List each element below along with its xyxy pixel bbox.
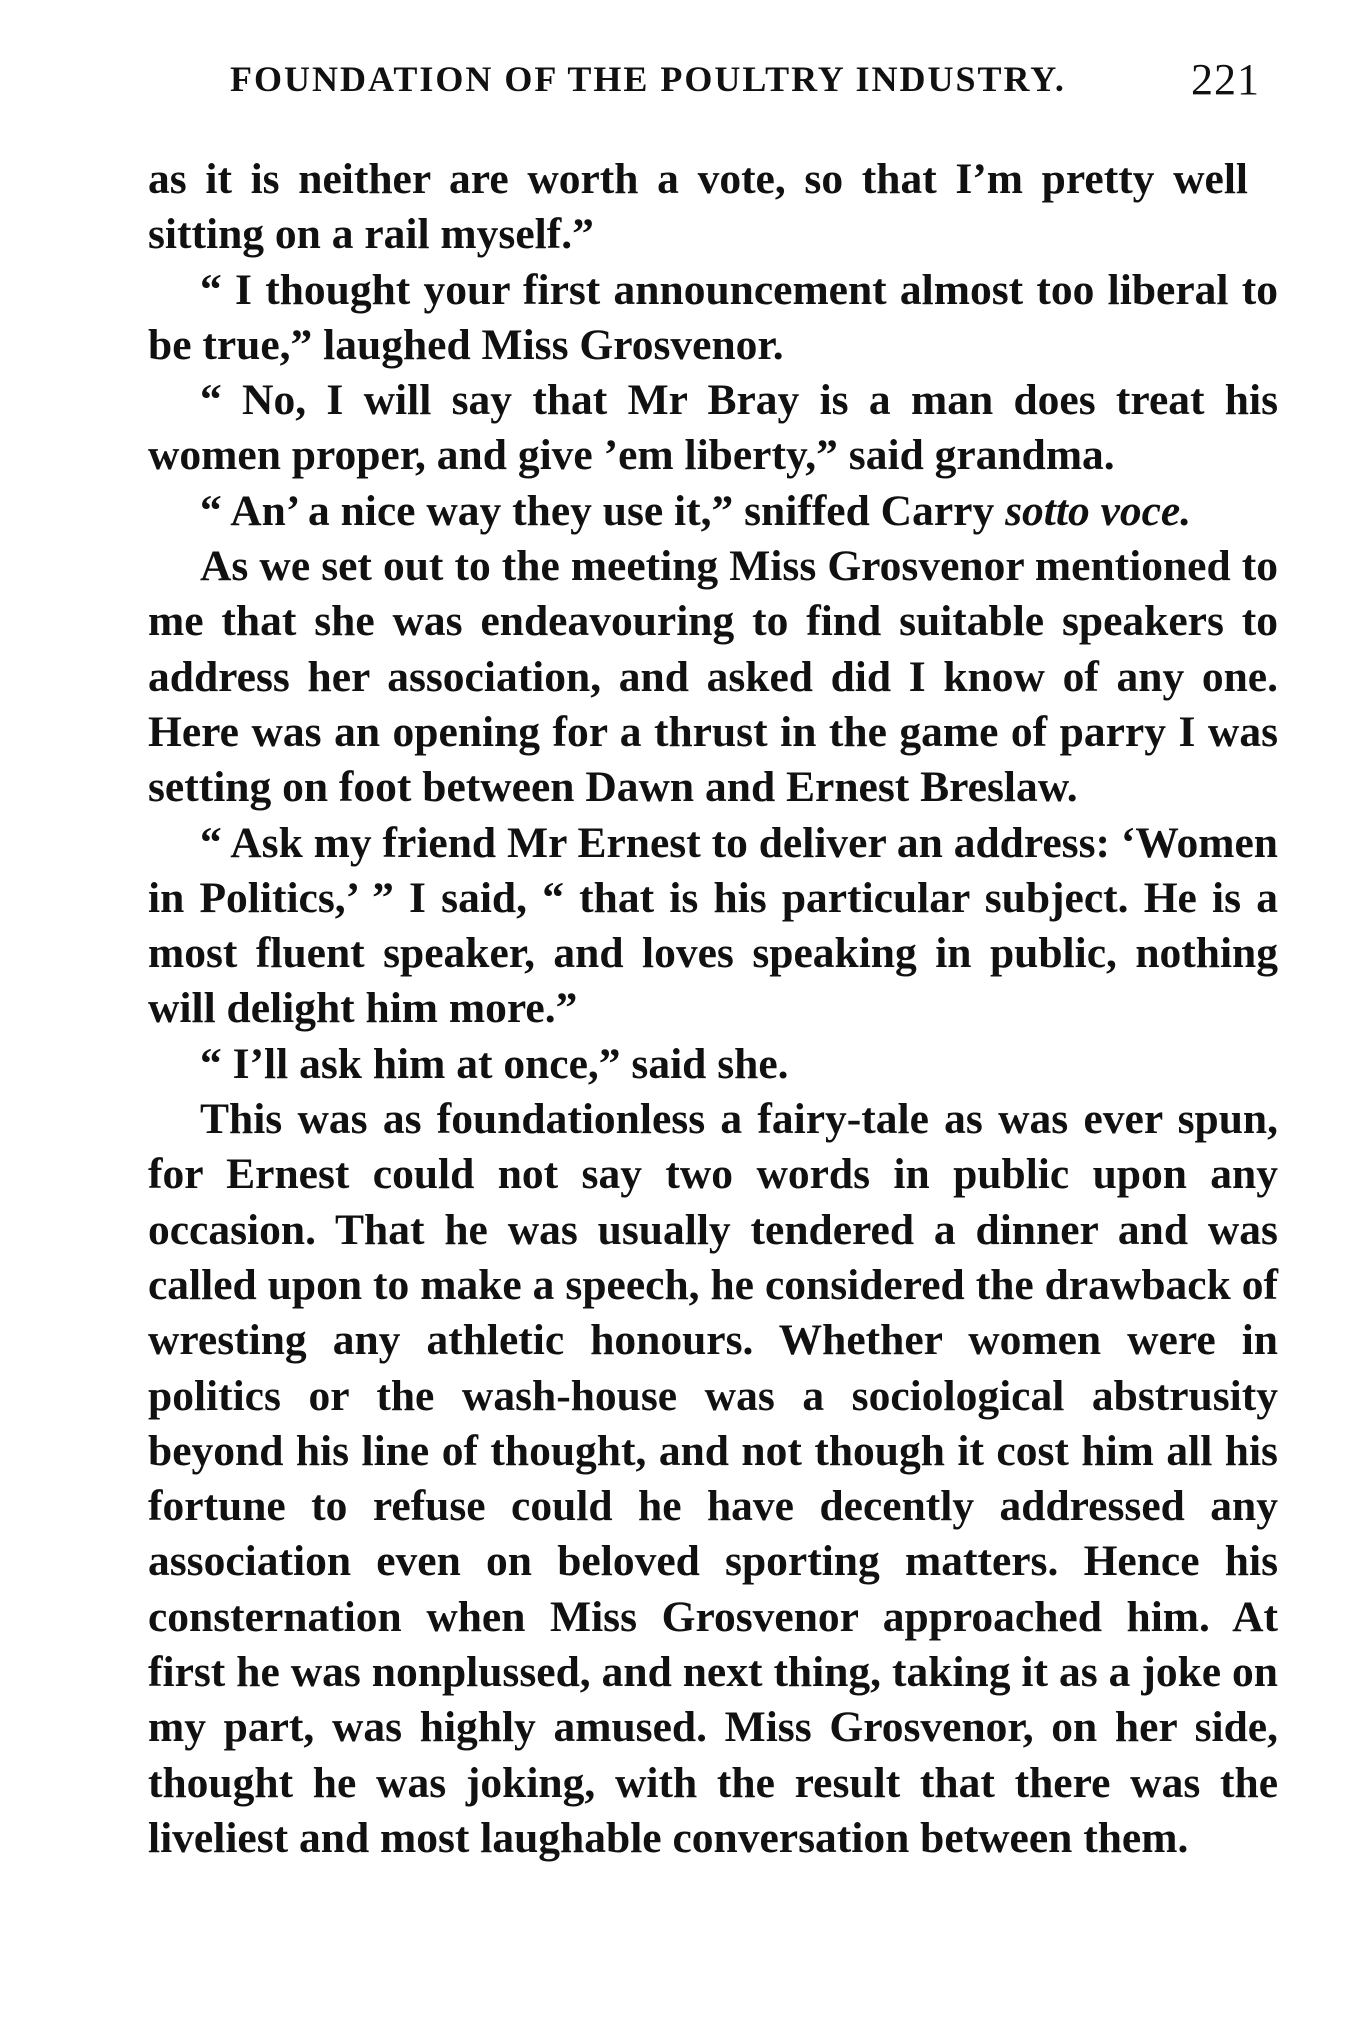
paragraph-text: “ An’ a nice way they use it,” sniffed Carry bbox=[200, 486, 1006, 535]
paragraph-dialogue: “ I’ll ask him at once,” said she. bbox=[200, 1039, 789, 1088]
italic-phrase: sotto voce. bbox=[1005, 486, 1192, 535]
paragraph-continuation: as it is neither are worth a vote, so that I’m pretty well sitting on a rail myself.” bbox=[148, 155, 1248, 259]
running-header bbox=[230, 55, 1260, 118]
paragraph-dialogue: “ No, I will say that Mr Bray is a man does treat his women proper, and give ’em liberty,” said grandma. bbox=[148, 376, 1278, 480]
paragraph-dialogue: “ I thought your first announcement almost too liberal to be true,” laughed Miss Grosvenor. bbox=[148, 265, 1278, 369]
page-number: 221 bbox=[1191, 55, 1260, 104]
body-text bbox=[148, 152, 1278, 1866]
running-header-title: FOUNDATION OF THE POULTRY INDUSTRY. bbox=[230, 59, 1066, 99]
paragraph-dialogue bbox=[148, 484, 1278, 539]
paragraph-dialogue: “ Ask my friend Mr Ernest to deliver an address: ‘Women in Politics,’ ” I said, “ that is his particular subject. He is a most fluent speaker, and loves speaking in public, nothing will delight him more.” bbox=[148, 818, 1278, 1033]
paragraph-narrative: This was as foundationless a fairy-tale as was ever spun, for Ernest could not say two words in public upon any occasion. That he was usually tendered a dinner and was called upon to make a speech, he considered the drawback of wresting any athletic honours. Whether women were in politics or the wash-house was a sociological abstrusity beyond his line of thought, and not though it cost him all his fortune to refuse could he have decently addressed any association even on beloved sporting matters. Hence his consternation when Miss Grosvenor approached him. At first he was nonplussed, and next thing, taking it as a joke on my part, was highly amused. Miss Grosvenor, on her side, thought he was joking, with the result that there was the liveliest and most laughable conversation between them. bbox=[148, 1095, 1278, 1862]
paragraph-narrative: As we set out to the meeting Miss Grosvenor mentioned to me that she was endeavouring to find suitable speakers to address her association, and asked did I know of any one. Here was an opening for a thrust in the game of parry I was setting on foot between Dawn and Ernest Breslaw. bbox=[148, 542, 1278, 812]
